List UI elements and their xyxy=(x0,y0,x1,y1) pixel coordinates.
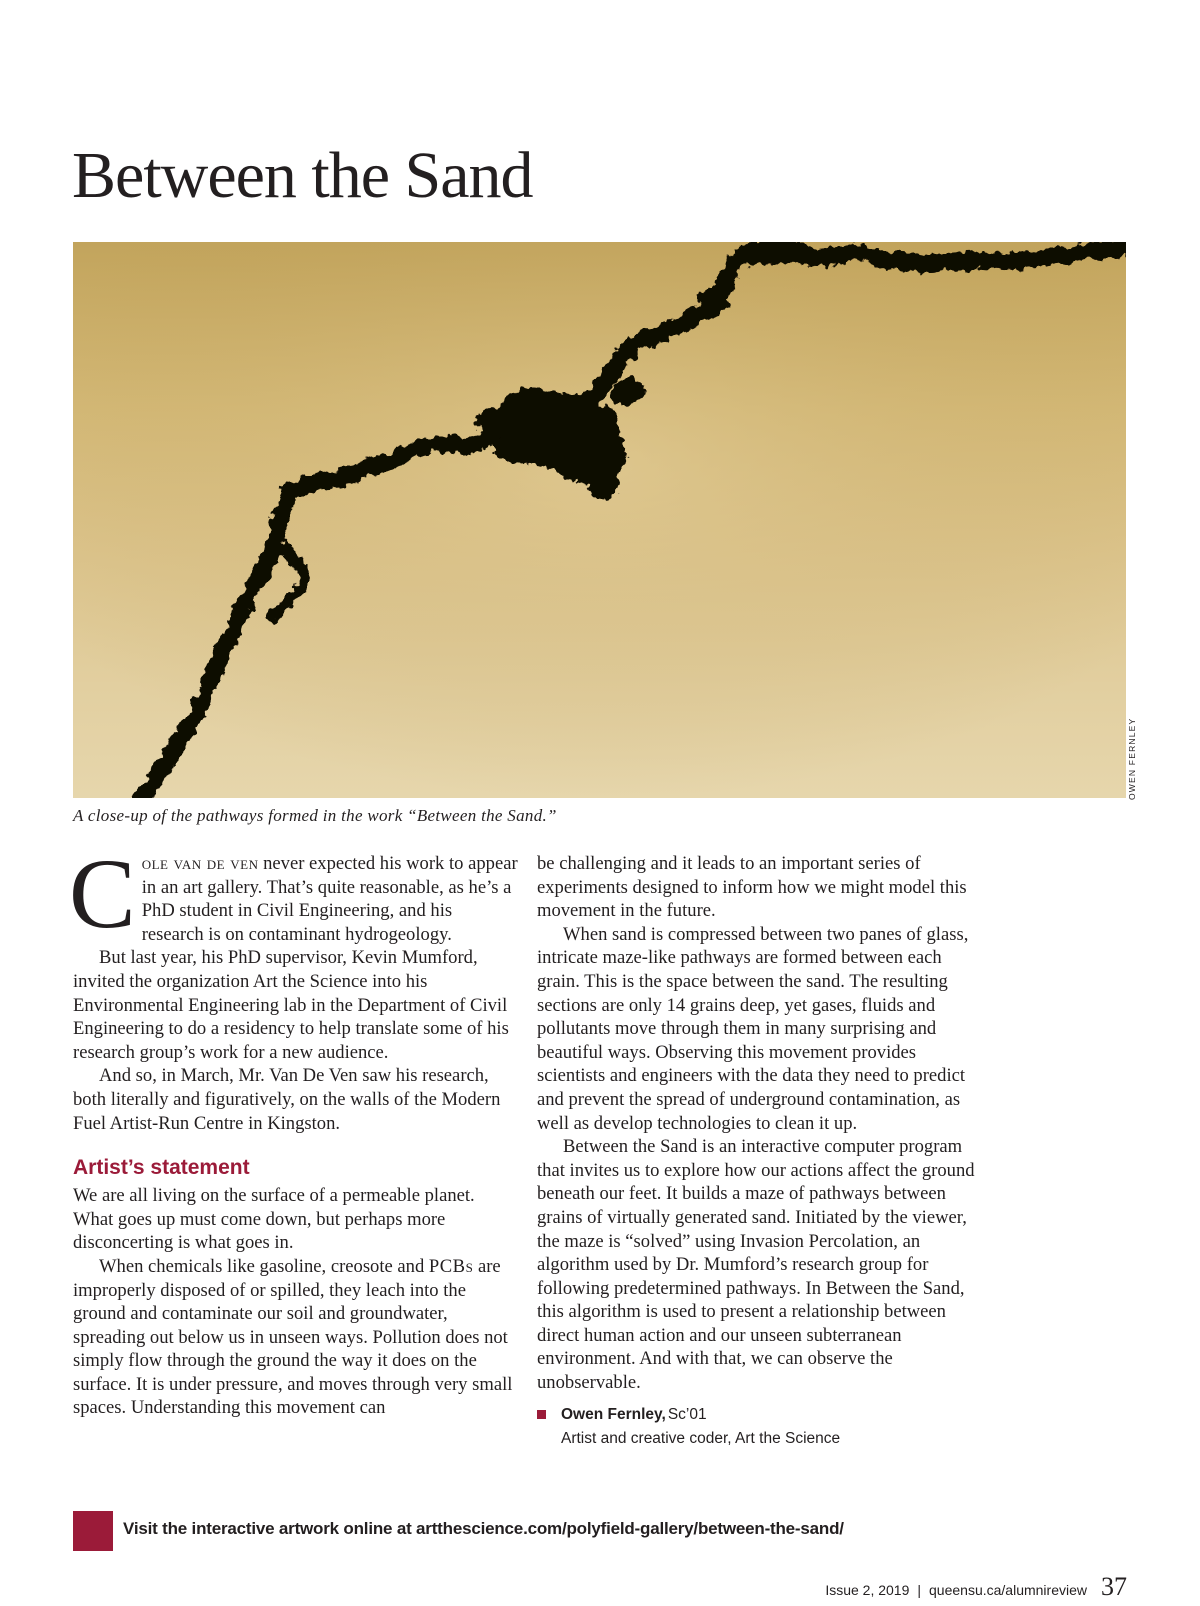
author-role: Artist and creative coder, Art the Science xyxy=(561,1429,841,1447)
pcbs-abbreviation: PCBs xyxy=(428,1255,474,1277)
paragraph: When sand is compressed between two panes of glass, intricate maze-like pathways are formed between each grain. This is the space between the sand. The resulting sections are only 14 grains deep, yet gases, fluids and pollutants move through them in many surprising and beautiful ways. Observing this movement provides scientists and engineers with the data they need to predict and prevent the spread of underground contamination, as well as develop technologies to clean it up. xyxy=(537,923,969,1134)
text-column-left xyxy=(69,838,518,1420)
author-class-year: Sc’01 xyxy=(667,1405,707,1423)
signature-bullet-icon xyxy=(537,1410,546,1419)
paragraph-text: are improperly disposed of or spilled, they leach into the ground and contaminate our soil and groundwater, spreading out below us in unseen ways. Pollution does not simply flow through the ground the way it does on the surface. It is under pressure, and moves through very small spaces. Understanding this movement can xyxy=(73,1255,513,1419)
intro-text: never expected his work to appear in an art gallery. That’s quite reasonable, as he’s a PhD student in Civil Engineering, and his research is on contaminant hydrogeology. xyxy=(141,853,518,945)
paragraph: And so, in March, Mr. Van De Ven saw his research, both literally and figuratively, on the walls of the Modern Fuel Artist-Run Centre in Kingston. xyxy=(73,1065,501,1134)
page-footer xyxy=(825,1572,1127,1602)
paragraph: We are all living on the surface of a permeable planet. What goes up must come down, but perhaps more disconcerting is what goes in. xyxy=(73,1185,475,1254)
paragraph: But last year, his PhD supervisor, Kevin Mumford, invited the organization Art the Science into his Environmental Engineering lab in the Department of Civil Engineering to do a residency to help translate some of his research group’s work for a new audience. xyxy=(73,947,509,1063)
author-signature xyxy=(537,1403,987,1451)
drop-cap: C xyxy=(69,838,136,949)
page-number: 37 xyxy=(1101,1572,1127,1601)
paragraph xyxy=(73,1255,518,1420)
section-heading: Artist’s statement xyxy=(73,1156,250,1180)
photo-credit: OWEN FERNLEY xyxy=(1127,717,1137,800)
percolation-pathway-image xyxy=(73,242,1126,798)
issue-label: Issue 2, 2019 xyxy=(825,1582,910,1598)
article-title: Between the Sand xyxy=(72,139,533,212)
paragraph: be challenging and it leads to an important series of experiments designed to inform how we might model this movement in the future. xyxy=(537,853,967,922)
text-column-right xyxy=(537,852,987,1451)
paragraph-intro xyxy=(69,838,518,949)
photo-caption: A close-up of the pathways formed in the work “Between the Sand.” xyxy=(73,806,557,825)
callout-link-text[interactable]: Visit the interactive artwork online at artthescience.com/polyfield-gallery/between-the-sand/ xyxy=(123,1519,844,1538)
callout-accent-block xyxy=(73,1511,113,1551)
lead-in-name: ole van de ven xyxy=(141,853,259,874)
site-url[interactable]: queensu.ca/alumnireview xyxy=(929,1582,1087,1598)
paragraph-text: When chemicals like gasoline, creosote and xyxy=(99,1255,429,1277)
paragraph: Between the Sand is an interactive computer program that invites us to explore how our actions affect the ground beneath our feet. It builds a maze of pathways between grains of virtually generated sand. Initiated by the viewer, the maze is “solved” using Invasion Percolation, an algorithm used by Dr. Mumford’s research group for following predetermined pathways. In Between the Sand, this algorithm is used to present a relationship between direct human action and our unseen subterranean environment. And with that, we can observe the unobservable. xyxy=(537,1136,975,1394)
author-name: Owen Fernley, xyxy=(561,1405,666,1423)
footer-separator: | xyxy=(917,1582,922,1598)
artwork-photo xyxy=(73,242,1126,798)
